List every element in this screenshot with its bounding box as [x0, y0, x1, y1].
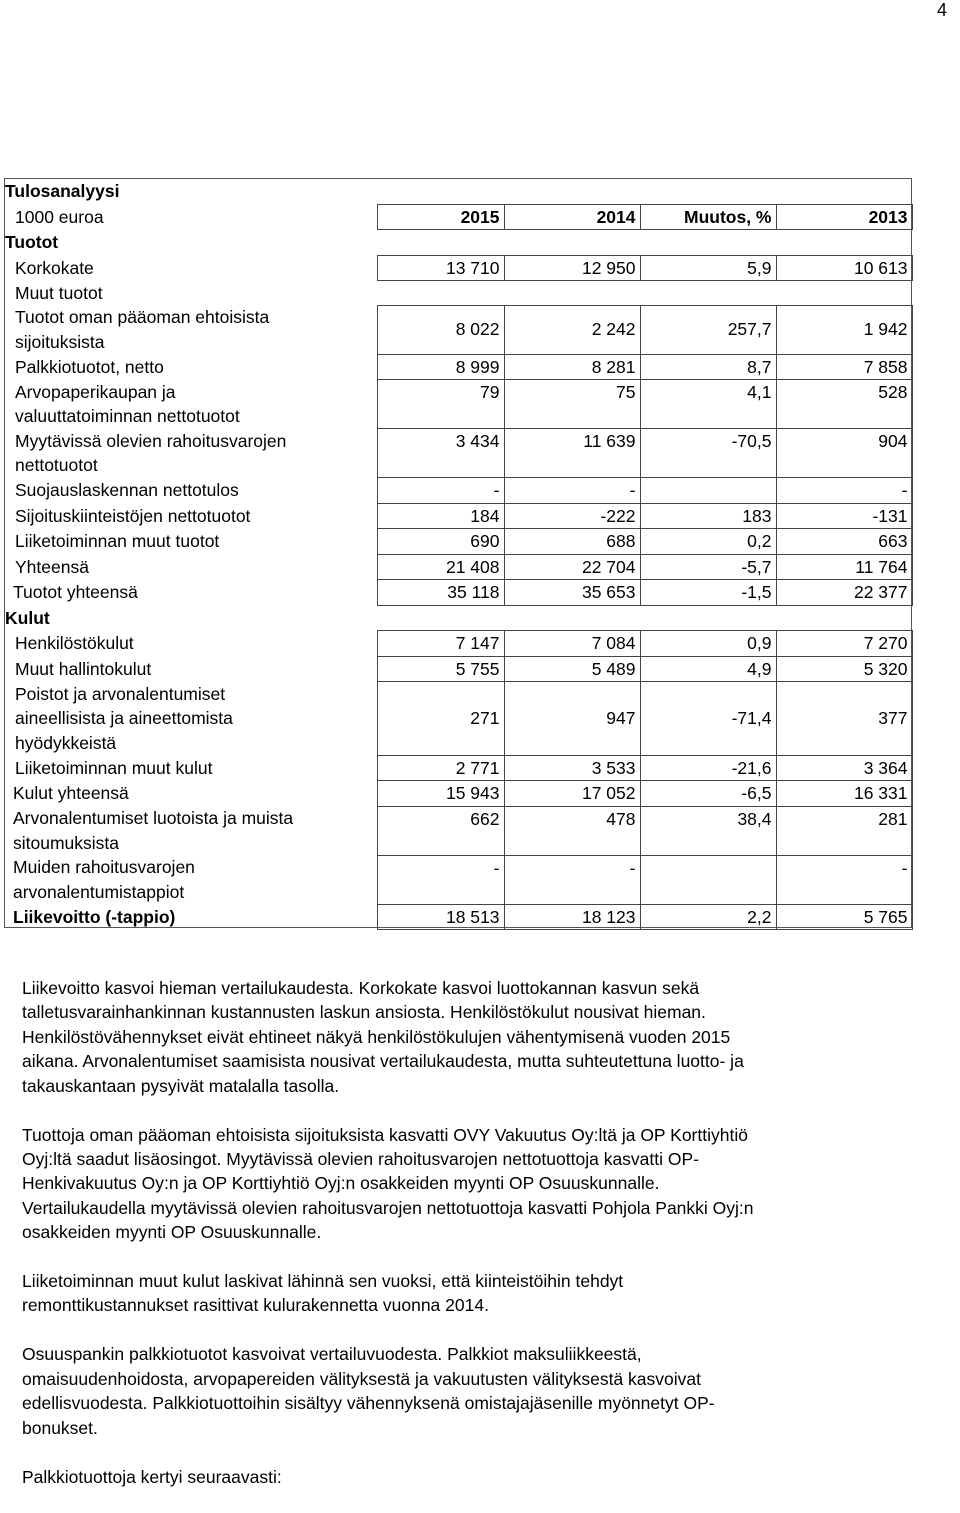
value-change: -71,4 [640, 682, 776, 756]
row-label: Kulut yhteensä [13, 783, 129, 803]
row-label-line: Poistot ja arvonalentumiset [15, 683, 226, 704]
row-label-line: hyödykkeistä [15, 732, 117, 753]
value-change: 183 [640, 503, 776, 529]
row-label-line: sijoituksista [15, 331, 105, 352]
row-label-line: aineellisista ja aineettomista [15, 708, 233, 728]
value-2015: 690 [377, 529, 504, 555]
row-label: Palkkiotuotot, netto [15, 356, 164, 377]
value-2014: 18 123 [504, 904, 640, 930]
paragraph-line: omaisuudenhoidosta, arvopapereiden välityksestä ja vakuutusten välityksestä kasvoivat [22, 1368, 701, 1389]
value-2014: 75 [504, 380, 640, 429]
value-change: 0,2 [640, 529, 776, 555]
row-label: Liiketoiminnan muut kulut [15, 757, 213, 778]
table-row [5, 781, 912, 807]
value-2015: 7 147 [377, 631, 504, 657]
value-2013: 10 613 [776, 255, 912, 281]
value-2015: 3 434 [377, 429, 504, 478]
paragraph-line: Henkilöstövähennykset eivät ehtineet näkyä henkilöstökulujen vähentymisenä vuoden 2015 [22, 1026, 731, 1047]
section-heading: Kulut [5, 607, 50, 628]
value-2013: 7 270 [776, 631, 912, 657]
value-2014: 11 639 [504, 429, 640, 478]
col-header-2013: 2013 [776, 204, 912, 230]
value-2015: 8 022 [377, 305, 504, 354]
value-2013: 281 [776, 806, 912, 855]
value-2015: - [377, 478, 504, 504]
page-number: 4 [937, 0, 948, 20]
value-2013: 5 320 [776, 656, 912, 682]
value-2015: 184 [377, 503, 504, 529]
paragraph-line: Henkivakuutus Oy:n ja OP Korttiyhtiö Oyj:n osakkeiden myynti OP Osuuskunnalle. [22, 1173, 660, 1194]
table-row [5, 554, 912, 580]
row-label [5, 429, 377, 478]
paragraph-line: remonttikustannukset rasittivat kulurakennetta vuonna 2014. [22, 1295, 489, 1316]
table-row [5, 529, 912, 555]
value-change: 5,9 [640, 255, 776, 281]
paragraph-line: Osuuspankin palkkiotuotot kasvoivat vertailuvuodesta. Palkkiot maksuliikkeestä, [22, 1344, 642, 1365]
paragraph-line: Liikevoitto kasvoi hieman vertailukaudesta. Korkokate kasvoi luottokannan kasvun sekä [22, 978, 700, 998]
table-row [5, 281, 912, 306]
value-2015: - [377, 855, 504, 904]
paragraph [22, 976, 922, 1098]
value-change: 38,4 [640, 806, 776, 855]
table-row [5, 755, 912, 781]
section-heading: Tuotot [5, 232, 59, 252]
paragraph-line: takauskantaan pysyivät matalalla tasolla. [22, 1075, 340, 1096]
value-2015: 5 755 [377, 656, 504, 682]
row-label [5, 305, 377, 354]
row-label-line: sitoumuksista [13, 832, 120, 853]
value-change: -21,6 [640, 755, 776, 781]
value-2015: 35 118 [377, 580, 504, 606]
value-2015: 18 513 [377, 904, 504, 930]
row-label: Henkilöstökulut [15, 633, 134, 653]
value-2014: 22 704 [504, 554, 640, 580]
value-2015: 8 999 [377, 354, 504, 380]
paragraph-line: Vertailukaudella myytävissä olevien rahoitusvarojen nettotuottoja kasvatti Pohjola Pankki Oyj:n [22, 1197, 754, 1218]
paragraph [22, 1123, 922, 1245]
value-2013: 5 765 [776, 904, 912, 930]
table-row [5, 503, 912, 529]
row-label: Muut hallintokulut [15, 658, 152, 679]
row-label [5, 855, 377, 904]
paragraph [22, 1465, 922, 1489]
row-label: Muut tuotot [15, 282, 103, 303]
row-label: Liiketoiminnan muut tuotot [15, 531, 220, 551]
value-2013: 7 858 [776, 354, 912, 380]
commentary-text [22, 976, 922, 1513]
value-2013: 22 377 [776, 580, 912, 606]
value-2015: 21 408 [377, 554, 504, 580]
row-label: Sijoituskiinteistöjen nettotuotot [15, 505, 251, 526]
value-2013: 11 764 [776, 554, 912, 580]
value-2015: 15 943 [377, 781, 504, 807]
value-change [640, 478, 776, 504]
unit-label: 1000 euroa [15, 206, 104, 227]
value-2014: 3 533 [504, 755, 640, 781]
row-label: Suojauslaskennan nettotulos [15, 480, 239, 500]
value-change: 0,9 [640, 631, 776, 657]
row-label [5, 806, 377, 855]
section-row-income [5, 230, 912, 256]
header-row [5, 204, 912, 230]
table-row [5, 580, 912, 606]
value-2014: - [504, 478, 640, 504]
table-row [5, 354, 912, 380]
value-change: 2,2 [640, 904, 776, 930]
table-row [5, 631, 912, 657]
section-row-expenses [5, 605, 912, 631]
paragraph-line: Palkkiotuottoja kertyi seuraavasti: [22, 1466, 282, 1487]
value-2013: 377 [776, 682, 912, 756]
table-row [5, 806, 912, 855]
value-2014: 12 950 [504, 255, 640, 281]
table-row [5, 682, 912, 756]
value-2013: -131 [776, 503, 912, 529]
paragraph-line: talletusvarainhankinnan kustannusten laskun ansiosta. Henkilöstökulut nousivat hieman. [22, 1002, 706, 1023]
value-2014: 688 [504, 529, 640, 555]
table-row [5, 380, 912, 429]
paragraph-line: edellisvuodesta. Palkkiotuottoihin sisältyy vähennyksenä omistajajäsenille myönnetyt OP- [22, 1393, 715, 1414]
value-2014: 8 281 [504, 354, 640, 380]
value-change: 4,1 [640, 380, 776, 429]
paragraph [22, 1269, 922, 1318]
value-2013: - [776, 855, 912, 904]
value-2015: 662 [377, 806, 504, 855]
paragraph-line: Liiketoiminnan muut kulut laskivat lähinnä sen vuoksi, että kiinteistöihin tehdyt [22, 1271, 624, 1292]
row-label-line: Myytävissä olevien rahoitusvarojen [15, 430, 287, 451]
paragraph [22, 1342, 922, 1440]
row-label: Yhteensä [15, 556, 89, 577]
table-row [5, 656, 912, 682]
value-2013: 663 [776, 529, 912, 555]
value-change: 8,7 [640, 354, 776, 380]
value-2014: 947 [504, 682, 640, 756]
table-row [5, 255, 912, 281]
value-2014: 5 489 [504, 656, 640, 682]
value-change [640, 855, 776, 904]
value-change: 4,9 [640, 656, 776, 682]
row-label-line: valuuttatoiminnan nettotuotot [15, 406, 240, 426]
row-label-line: nettotuotot [15, 455, 98, 475]
row-label-line: Arvonalentumiset luotoista ja muista [13, 808, 294, 828]
value-change: -6,5 [640, 781, 776, 807]
row-label-line: Tuotot oman pääoman ehtoisista [15, 307, 270, 327]
paragraph-line: aikana. Arvonalentumiset saamisista nousivat vertailukaudesta, mutta suhteutettuna luotto- ja [22, 1051, 744, 1072]
row-label-line: arvonalentumistappiot [13, 881, 185, 902]
table-row [5, 305, 912, 354]
value-2013: 904 [776, 429, 912, 478]
income-statement-table [4, 178, 912, 928]
value-2013: 528 [776, 380, 912, 429]
value-2015: 79 [377, 380, 504, 429]
paragraph-line: Oyj:ltä saadut lisäosingot. Myytävissä olevien rahoitusvarojen nettotuottoja kasvatti OP- [22, 1148, 700, 1169]
value-2014: 35 653 [504, 580, 640, 606]
row-label: Tuotot yhteensä [13, 582, 138, 602]
value-2013: - [776, 478, 912, 504]
value-change: -5,7 [640, 554, 776, 580]
empty-cell [377, 281, 912, 306]
row-label [5, 682, 377, 756]
paragraph-line: bonukset. [22, 1417, 98, 1438]
table-row [5, 855, 912, 904]
value-2014: 2 242 [504, 305, 640, 354]
value-change: 257,7 [640, 305, 776, 354]
value-2014: 7 084 [504, 631, 640, 657]
value-2013: 16 331 [776, 781, 912, 807]
row-label: Liikevoitto (-tappio) [13, 906, 176, 927]
value-2013: 1 942 [776, 305, 912, 354]
row-label-line: Muiden rahoitusvarojen [13, 857, 195, 877]
value-2015: 13 710 [377, 255, 504, 281]
value-2014: - [504, 855, 640, 904]
value-2014: 17 052 [504, 781, 640, 807]
table-row [5, 478, 912, 504]
table-row [5, 429, 912, 478]
table-title-row [5, 179, 912, 204]
value-2014: -222 [504, 503, 640, 529]
col-header-change: Muutos, % [640, 204, 776, 230]
table-title: Tulosanalyysi [5, 181, 120, 201]
col-header-2014: 2014 [504, 204, 640, 230]
value-2015: 2 771 [377, 755, 504, 781]
paragraph-line: osakkeiden myynti OP Osuuskunnalle. [22, 1222, 322, 1243]
col-header-2015: 2015 [377, 204, 504, 230]
value-2015: 271 [377, 682, 504, 756]
row-label-line: Arvopaperikaupan ja [15, 381, 176, 402]
value-change: -70,5 [640, 429, 776, 478]
value-2013: 3 364 [776, 755, 912, 781]
paragraph-line: Tuottoja oman pääoman ehtoisista sijoituksista kasvatti OVY Vakuutus Oy:ltä ja OP Korttiyhtiö [22, 1124, 748, 1145]
value-2014: 478 [504, 806, 640, 855]
row-label [5, 380, 377, 429]
row-label: Korkokate [15, 257, 94, 278]
table-row [5, 904, 912, 930]
value-change: -1,5 [640, 580, 776, 606]
